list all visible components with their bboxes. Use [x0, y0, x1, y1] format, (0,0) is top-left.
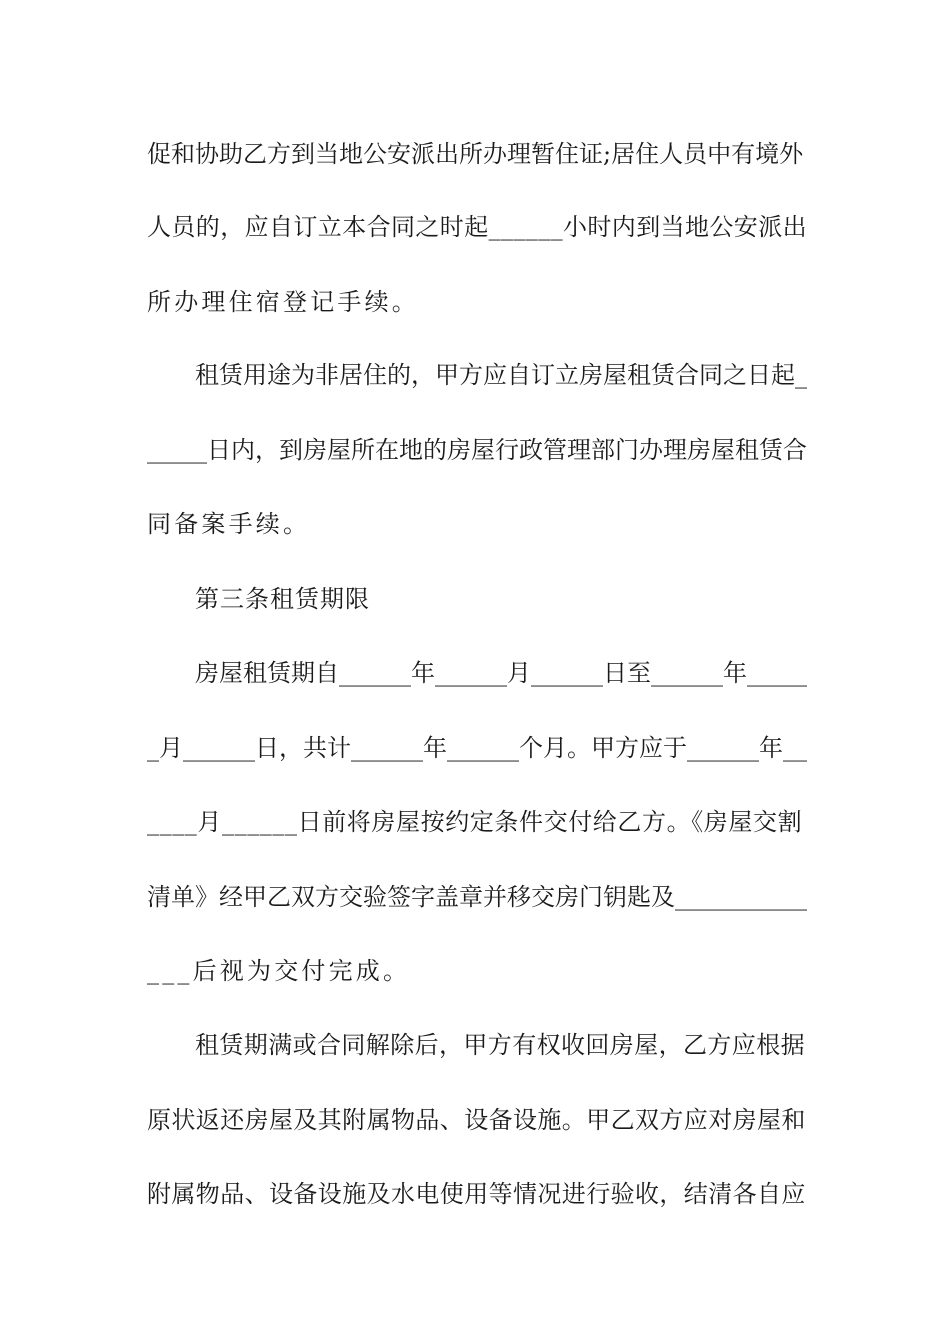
paragraph-line: 人员的，应自订立本合同之时起______小时内到当地公安派出 [147, 213, 807, 241]
paragraph-line: 同备案手续。 [147, 510, 311, 538]
paragraph-line: 清单》经甲乙双方交验签字盖章并移交房门钥匙及___________ [147, 883, 807, 911]
paragraph-line: 促和协助乙方到当地公安派出所办理暂住证;居住人员中有境外 [147, 140, 804, 168]
paragraph-line: ____月______日前将房屋按约定条件交付给乙方。《房屋交割 [147, 808, 803, 836]
paragraph-line: 原状返还房屋及其附属物品、设备设施。甲乙双方应对房屋和 [147, 1106, 806, 1134]
paragraph-line: 附属物品、设备设施及水电使用等情况进行验收，结清各自应 [147, 1180, 806, 1208]
paragraph-line: _月______日，共计______年______个月。甲方应于______年__ [147, 734, 807, 762]
paragraph-line: 租赁用途为非居住的，甲方应自订立房屋租赁合同之日起_ [195, 361, 807, 389]
paragraph-line: 租赁期满或合同解除后，甲方有权收回房屋，乙方应根据 [195, 1031, 805, 1059]
paragraph-line: 房屋租赁期自______年______月______日至______年_____ [195, 659, 807, 687]
paragraph-line: _____日内，到房屋所在地的房屋行政管理部门办理房屋租赁合 [147, 436, 807, 464]
paragraph-line: 所办理住宿登记手续。 [147, 288, 419, 316]
section-heading: 第三条租赁期限 [195, 585, 370, 613]
paragraph-line: ___后视为交付完成。 [147, 957, 411, 985]
